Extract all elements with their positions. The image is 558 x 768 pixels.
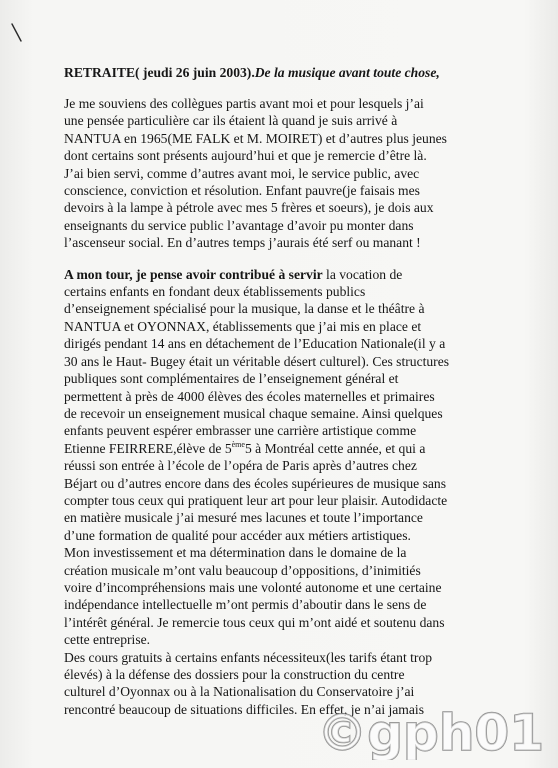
text-line: dirigés pendant 14 ans en détachement de l’Education Nationale(il y a	[64, 336, 446, 352]
feirrere-superscript: ème	[231, 439, 245, 449]
text-line: de recevoir un enseignement musical chaque semaine. Ainsi quelques	[64, 405, 443, 421]
text-line: dont certains sont présents aujourd’hui et que je remercie d’être là.	[64, 148, 427, 164]
paragraph-lead-rest: la vocation de	[322, 266, 403, 282]
text-line: conscience, conviction et résolution. Enfant pauvre(je faisais mes	[64, 183, 420, 199]
text-line: publiques sont complémentaires de l’enseignement général et	[64, 371, 399, 387]
letter-body	[64, 64, 504, 718]
text-line: Mon investissement et ma détermination dans le domaine de la	[64, 545, 407, 561]
text-line: voire d’incompréhensions mais une volonté autonome et une certaine	[64, 579, 442, 595]
paragraph-contribution	[64, 266, 504, 719]
feirrere-after: 5 à Montréal cette année, et qui a	[244, 440, 426, 456]
text-line: cette entreprise.	[64, 632, 151, 648]
text-line: en matière musicale j’ai mesuré mes lacunes et toute l’importance	[64, 510, 423, 526]
text-line: d’enseignement spécialisé pour la musique, la danse et le théâtre à	[64, 301, 425, 317]
copyright-watermark	[298, 702, 548, 760]
text-line: permettent à près de 4000 élèves des écoles maternelles et primaires	[64, 388, 435, 404]
text-line: élevés) à la défense des dossiers pour la construction du centre	[64, 667, 405, 682]
text-line: certains enfants en fondant deux établissements publics	[64, 284, 366, 300]
text-line: Béjart ou d’autres encore dans des écoles supérieures de musique sans	[64, 475, 447, 491]
paragraph-lead-line	[64, 266, 504, 283]
title-epigraph: De la musique avant toute chose,	[254, 65, 440, 80]
text-line: enfants peuvent espérer embrasser une carrière artistique comme	[64, 423, 417, 439]
watermark-text: ©gph01	[317, 704, 544, 760]
text-line: devoirs à la lampe à pétrole avec mes 5 frères et soeurs), je dois aux	[64, 200, 434, 216]
text-line-feirrere	[64, 440, 504, 457]
text-line: NANTUA en 1965(ME FALK et M. MOIRET) et d’autres plus jeunes	[64, 130, 447, 146]
text-line: culturel d’Oyonnax ou à la Nationalisation du Conservatoire j’ai	[64, 684, 415, 700]
title-date: RETRAITE( jeudi 26 juin 2003).	[64, 65, 255, 80]
text-line: compter tous ceux qui pratiquent leur art pour leur plaisir. Autodidacte	[64, 492, 448, 508]
text-line: l’ascenseur social. En d’autres temps j’aurais été serf ou manant !	[64, 235, 421, 251]
paragraph-lead-bold: A mon tour, je pense avoir contribué à servir	[64, 266, 323, 282]
text-line: indépendance intellectuelle m’ont permis d’aboutir dans le sens de	[64, 597, 427, 613]
text-line: Des cours gratuits à certains enfants nécessiteux(les tarifs étant trop	[64, 649, 433, 665]
paragraph-memories	[64, 95, 504, 252]
feirrere-before: Etienne FEIRRERE,élève de 5	[64, 440, 232, 456]
text-line: d’une formation de qualité pour accéder aux métiers artistiques.	[64, 527, 411, 543]
text-line: une pensée particulière car ils étaient là quand je suis arrivé à	[64, 113, 398, 129]
text-line: création musicale m’ont valu beaucoup d’oppositions, d’inimitiés	[64, 562, 421, 578]
text-line: J’ai bien servi, comme d’autres avant moi, le service public, avec	[64, 165, 420, 181]
text-line: rencontré beaucoup de situations difficiles. En effet, je n’ai jamais	[64, 701, 424, 717]
document-title	[64, 64, 504, 82]
text-line: l’intérêt général. Je remercie tous ceux qui m’ont aidé et soutenu dans	[64, 614, 445, 630]
text-line: enseignants du service public l’avantage d’avoir pu monter dans	[64, 217, 414, 233]
pen-stroke-mark	[10, 22, 24, 44]
text-line: NANTUA et OYONNAX, établissements que j’ai mis en place et	[64, 318, 422, 334]
text-line: Je me souviens des collègues partis avant moi et pour lesquels j’ai	[64, 96, 424, 111]
text-line: réussi son entrée à l’école de l’opéra de Paris après d’autres chez	[64, 458, 417, 474]
text-line: 30 ans le Haut- Bugey était un véritable désert culturel). Ces structures	[64, 353, 450, 369]
